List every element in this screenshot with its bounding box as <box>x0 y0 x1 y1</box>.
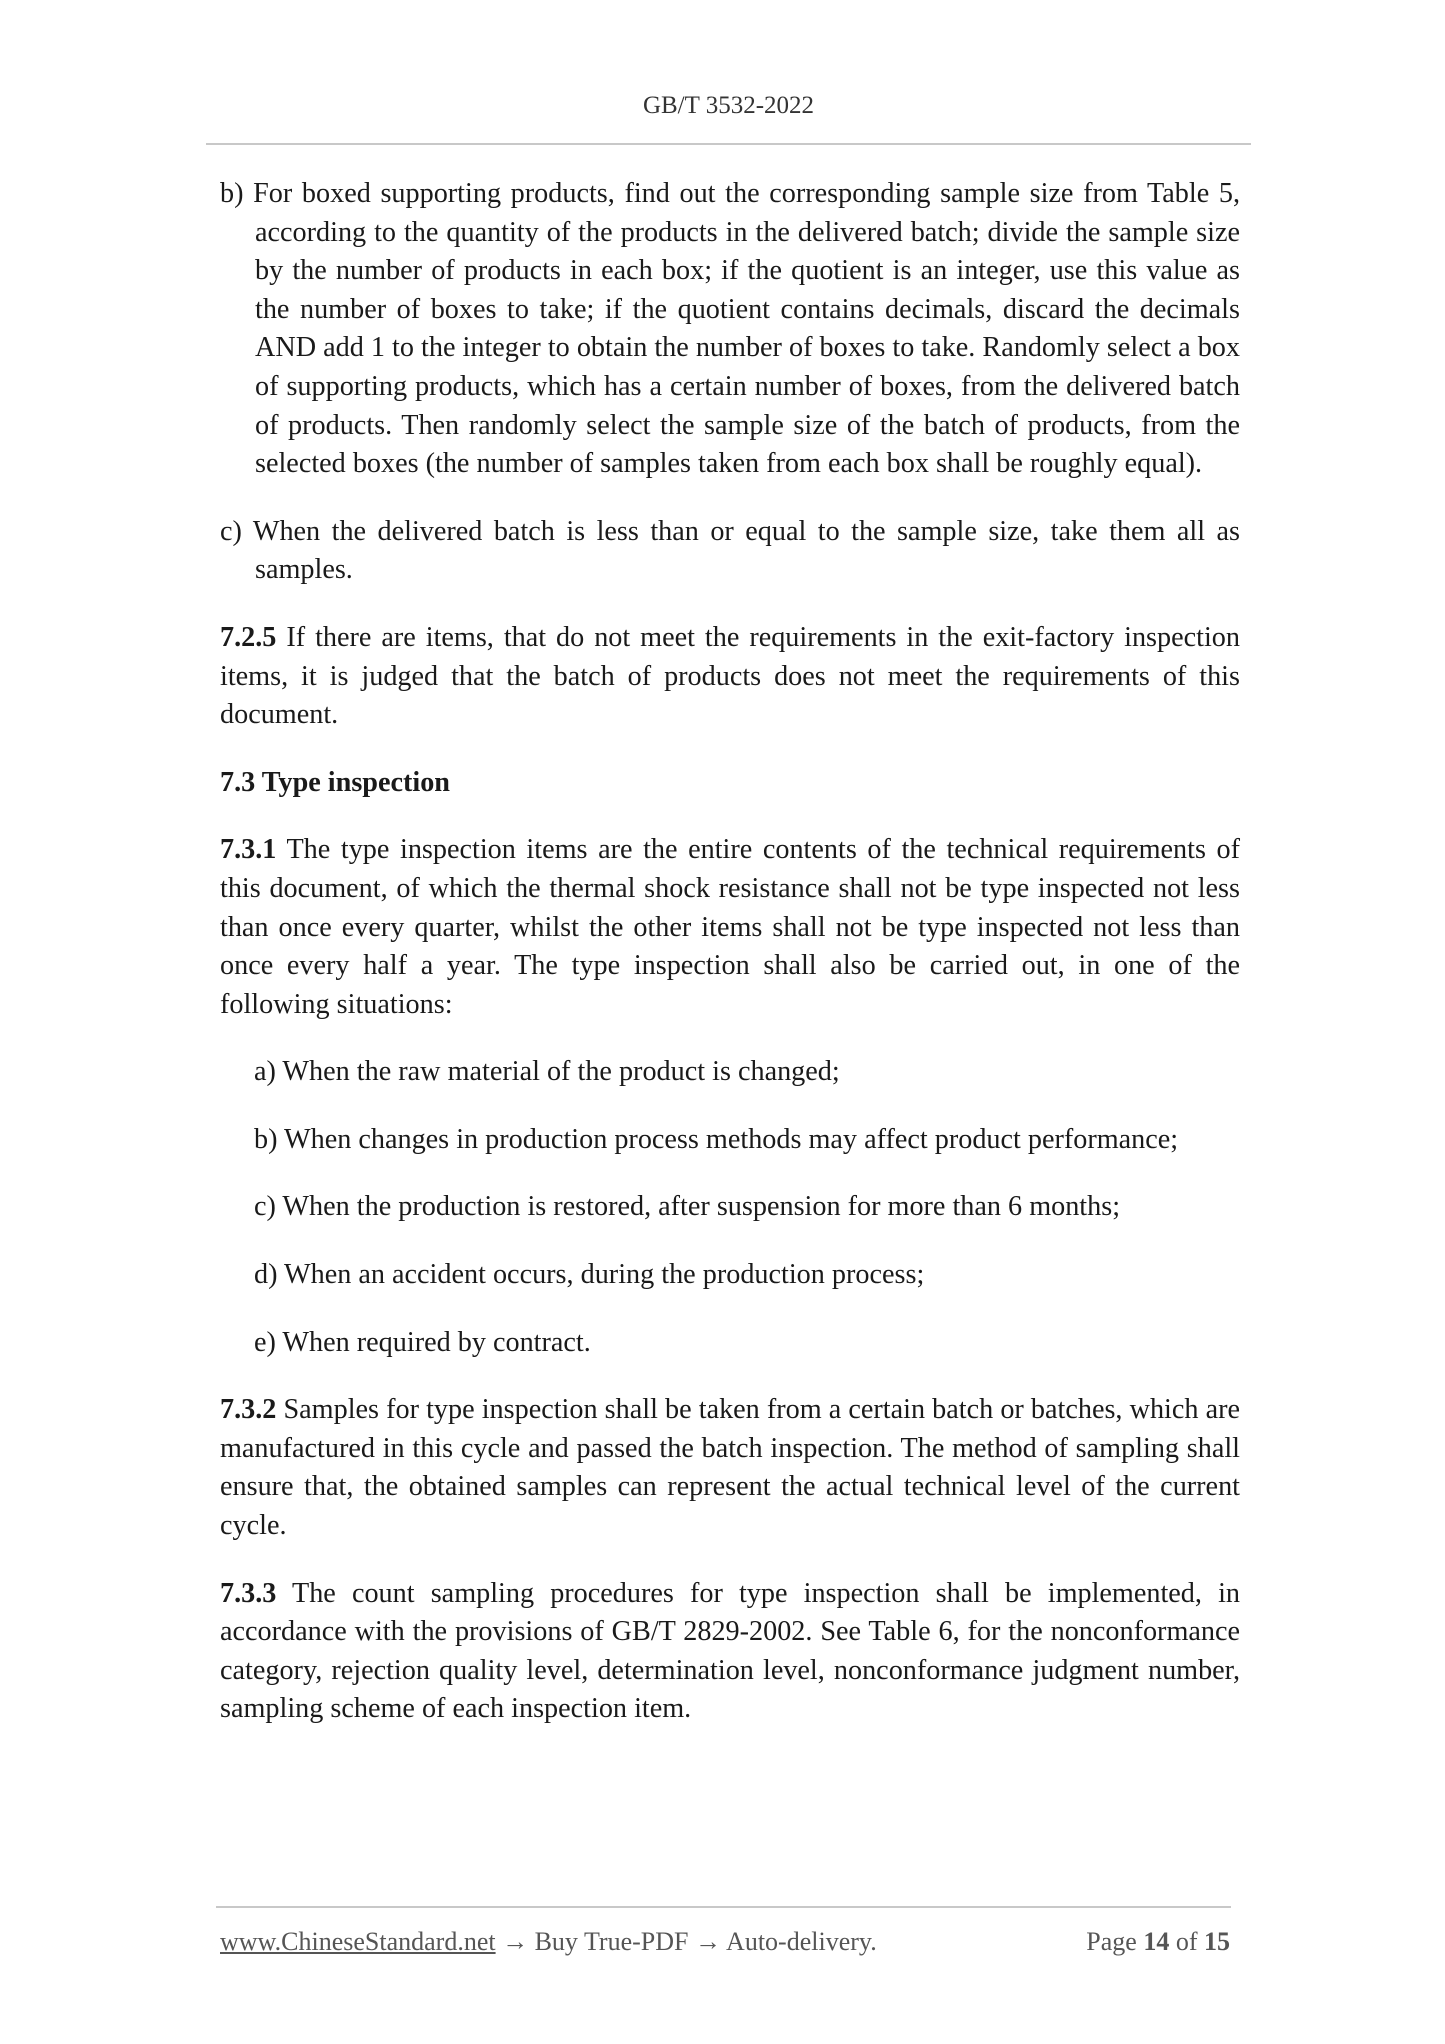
page-number <box>1086 1927 1230 1957</box>
clause-7-3-3 <box>220 1575 1240 1729</box>
list-item-b: b) For boxed supporting products, find out the corresponding sample size from Table 5, according to the quantity of the products in the delivered batch; divide the sample size by the number of products in each box; if the quotient is an integer, use this value as the number of boxes to take; if the quotient contains decimals, discard the decimals AND add 1 to the integer to obtain the number of boxes to take. Randomly select a box of supporting products, which has a certain number of boxes, from the delivered batch of products. Then randomly select the sample size of the batch of products, from the selected boxes (the number of samples taken from each box shall be roughly equal). <box>220 178 1240 480</box>
footer-promo <box>220 1927 877 1957</box>
situation-item-b: b) When changes in production process methods may affect product performance; <box>254 1123 1179 1155</box>
clause-text: The type inspection items are the entire contents of the technical requirements of this document, of which the thermal shock resistance shall not be type inspected not less than once every quarter, whilst the other items shall not be type inspected not less than once every half a year. The type inspection shall also be carried out, in one of the following situations: <box>220 834 1240 1020</box>
clause-text: Samples for type inspection shall be taken from a certain batch or batches, which are manufactured in this cycle and passed the batch inspection. The method of sampling shall ensure that, the obtained samples can represent the actual technical level of the current cycle. <box>220 1394 1240 1542</box>
situation-item-e: e) When required by contract. <box>254 1326 591 1358</box>
situation-item-d: d) When an accident occurs, during the production process; <box>254 1259 925 1291</box>
page-total: 15 <box>1204 1927 1230 1956</box>
clause-7-3-2 <box>220 1391 1240 1545</box>
page-separator: of <box>1169 1927 1204 1956</box>
website-link[interactable]: www.ChineseStandard.net <box>220 1927 496 1956</box>
document-body <box>220 175 1240 1758</box>
page-prefix: Page <box>1086 1927 1144 1956</box>
footer-divider <box>216 1906 1231 1908</box>
document-id-header: GB/T 3532-2022 <box>642 92 815 119</box>
situation-item-c: c) When the production is restored, after suspension for more than 6 months; <box>254 1191 1121 1223</box>
situation-item-a: a) When the raw material of the product is changed; <box>254 1056 840 1088</box>
clause-number: 7.2.5 <box>220 621 277 653</box>
section-heading-7-3: 7.3 Type inspection <box>220 766 450 798</box>
clause-number: 7.3.2 <box>220 1394 277 1426</box>
footer-promo-text: → Buy True-PDF → Auto-delivery. <box>495 1927 877 1956</box>
header-divider <box>206 143 1251 145</box>
page-current: 14 <box>1143 1927 1170 1956</box>
clause-7-3-1 <box>220 831 1240 1024</box>
clause-text: If there are items, that do not meet the requirements in the exit-factory inspection items, it is judged that the batch of products does not meet the requirements of this document. <box>220 621 1240 731</box>
clause-text: The count sampling procedures for type inspection shall be implemented, in accordance with the provisions of GB/T 2829-2002. See Table 6, for the nonconformance category, rejection quality level, determination level, nonconformance judgment number, sampling scheme of each inspection item. <box>220 1577 1240 1725</box>
clause-number: 7.3.1 <box>220 834 277 866</box>
clause-7-2-5 <box>220 619 1240 735</box>
clause-number: 7.3.3 <box>220 1577 277 1609</box>
list-item-c: c) When the delivered batch is less than or equal to the sample size, take them all as samples. <box>220 515 1240 586</box>
